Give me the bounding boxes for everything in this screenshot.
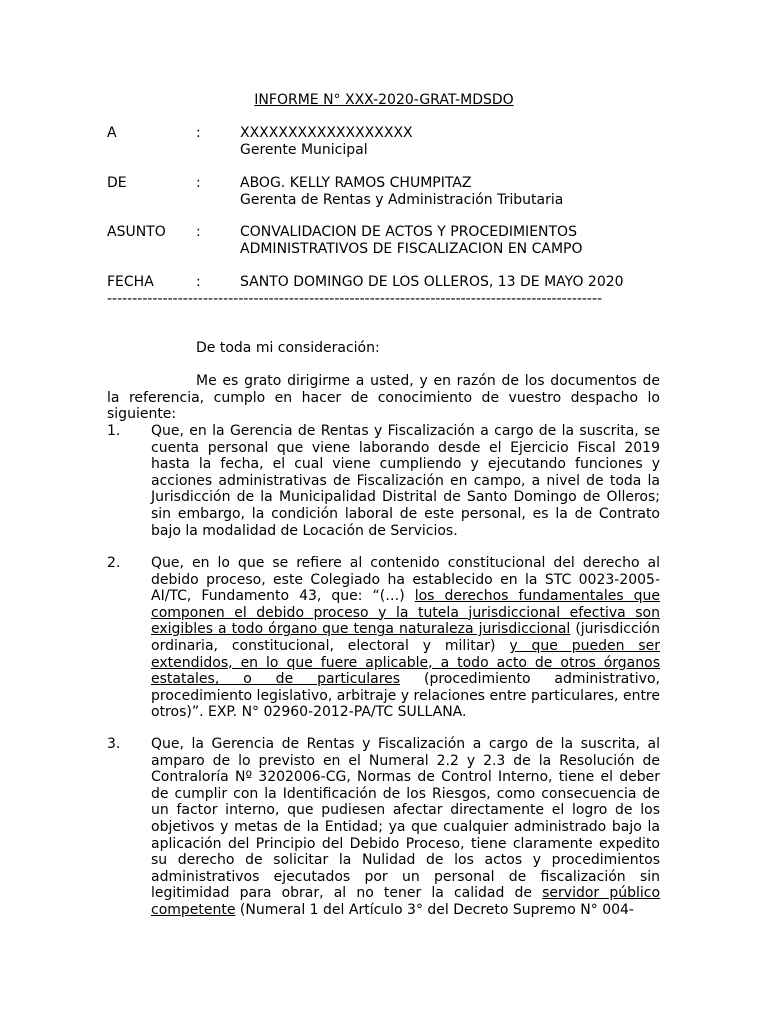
item-text-segment: Que, en la Gerencia de Rentas y Fiscalización a cargo de la suscrita, se cuenta personal que viene laborando desde el Ejercicio Fiscal 2019 hasta la fecha, el cual viene cumpliendo y ejecutando funciones y acciones administrativas de Fiscalización en campo, a nivel de toda la Jurisdicción de la Municipalidad Distrital de Santo Domingo de Olleros; sin embargo, la condición laboral de este personal, es la de Contrato bajo la modalidad de Locación de Servicios.: [151, 423, 660, 539]
greeting: De toda mi consideración:: [196, 340, 380, 356]
report-title: INFORME N° XXX-2020-GRAT-MDSDO: [254, 92, 514, 108]
separator-line: --------------------------------------------------------------------------------------------------: [107, 291, 603, 307]
item-text-underlined: los derechos fundamentales que componen el debido proceso y la tutela jurisdiccional efectiva son exigibles a todo órgano que tenga naturaleza jurisdiccional: [151, 588, 661, 638]
item-text: [151, 555, 660, 721]
item-number: 2.: [107, 555, 121, 571]
item-text: [151, 423, 660, 539]
header-value: [240, 125, 413, 158]
item-text: [151, 736, 660, 919]
item-text-segment: Que, la Gerencia de Rentas y Fiscalización a cargo de la suscrita, al amparo de lo previsto en el Numeral 2.2 y 2.3 de la Resolución de Contraloría Nº 3202006-CG, Normas de Control Interno, tiene el deber de cumplir con la Identificación de los Riesgos, como consecuencia de un factor interno, que pudiesen afectar directamente el logro de los objetivos y metas de la Entidad; ya que cualquier administrado bajo la aplicación del Principio del Debido Proceso, tiene claramente expedito su derecho de solicitar la Nulidad de los actos y procedimientos administrativos ejecutados por un personal de fiscalización sin legitimidad para obrar, al no tener la calidad de: [151, 736, 660, 902]
header-value-line: ADMINISTRATIVOS DE FISCALIZACION EN CAMPO: [240, 240, 583, 257]
header-value-line: ABOG. KELLY RAMOS CHUMPITAZ: [240, 175, 472, 191]
item-number: 3.: [107, 736, 121, 752]
header-label: A: [107, 125, 117, 141]
header-value-line: Gerenta de Rentas y Administración Tributaria: [240, 191, 564, 208]
header-label: DE: [107, 175, 127, 191]
header-value-line: XXXXXXXXXXXXXXXXXX: [240, 125, 413, 141]
header-value-line: Gerente Municipal: [240, 141, 368, 158]
item-text-segment: (procedimiento administrativo, procedimiento legislativo, arbitraje y relaciones entre particulares, entre otros)”. EXP. N° 02960-2012-PA/TC SULLANA.: [151, 671, 660, 721]
header-value-line: SANTO DOMINGO DE LOS OLLEROS, 13 DE MAYO 2020: [240, 274, 624, 290]
header-colon: :: [196, 274, 201, 290]
item-text-underlined: servidor público competente: [151, 885, 661, 918]
header-colon: :: [196, 125, 201, 141]
intro-paragraph: Me es grato dirigirme a usted, y en razón de los documentos de la referencia, cumplo en hacer de conocimiento de vuestro despacho lo siguiente:: [107, 373, 660, 423]
item-text-segment: Que, en lo que se refiere al contenido constitucional del derecho al debido proceso, este Colegiado ha establecido en la STC 0023-2005-AI/TC, Fundamento 43, que: “(…): [151, 555, 660, 605]
item-text-underlined: y que pueden ser extendidos, en lo que fuere aplicable, a todo acto de otros órganos estatales, o de particulares: [151, 637, 660, 688]
header-value: [240, 224, 582, 257]
header-label: ASUNTO: [107, 224, 166, 240]
item-number: 1.: [107, 423, 121, 439]
header-value: [240, 175, 563, 208]
header-colon: :: [196, 175, 201, 191]
header-label: FECHA: [107, 274, 154, 290]
header-colon: :: [196, 224, 201, 240]
header-value: [240, 274, 624, 291]
item-text-segment: (Numeral 1 del Artículo 3° del Decreto Supremo N° 004-: [235, 901, 634, 918]
header-value-line: CONVALIDACION DE ACTOS Y PROCEDIMIENTOS: [240, 224, 577, 240]
item-text-segment: (jurisdicción ordinaria, constitucional, electoral y militar): [151, 621, 660, 654]
